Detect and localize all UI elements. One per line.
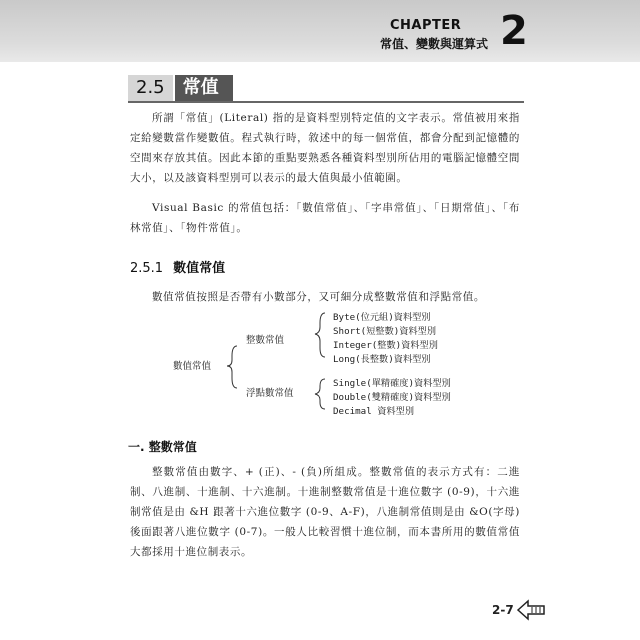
- chapter-header-band: [0, 0, 640, 62]
- tree-leaf-decimal: Decimal 資料型別: [333, 406, 415, 417]
- integer-literal-paragraph: 整數常值由數字、+ (正)、- (負)所組成。整數常值的表示方式有：二進制、八進制、十進制、十六進制。十進制整數常值是十進位數字 (0-9)，十六進制常值是由 &H 跟著十六進位數字 (0-9、A-F)，八進制常值則是由 &O(字母) 後面跟著八進位數字 (0-7)。一般人比較習慣十進位制，而本書所用的數值常值大都採用十進位制表示。: [130, 466, 520, 558]
- intro-paragraph: 所謂「常值」(Literal) 指的是資料型別特定值的文字表示。常值被用來指定給變數當作變數值。程式執行時，敘述中的每一個常值，都會分配到記憶體的空間來存放其值。因此本節的重點要熟悉各種資料型別所佔用的電腦記憶體空間大小，以及該資料型別可以表示的最大值與最小值範圍。: [130, 112, 520, 184]
- section-number: 2.5: [128, 75, 173, 101]
- subsection-intro: 數值常值按照是否帶有小數部分，又可細分成整數常值和浮點常值。: [152, 291, 485, 303]
- subsection-heading: [130, 257, 225, 276]
- section-title: 常值: [175, 75, 233, 101]
- tree-leaf-long: Long(長整數)資料型別: [333, 354, 431, 365]
- chapter-label: CHAPTER: [390, 18, 462, 33]
- page-arrow-icon: [516, 598, 546, 622]
- tree-leaf-single: Single(單精確度)資料型別: [333, 378, 451, 389]
- tree-leaf-integer: Integer(整數)資料型別: [333, 340, 438, 351]
- subsection-title: 數值常值: [173, 261, 226, 276]
- tree-branch-integer: 整數常值: [246, 335, 285, 346]
- literal-types-paragraph: Visual Basic 的常值包括：「數值常值」、「字串常值」、「日期常值」、「布林常值」、「物件常值」。: [130, 202, 520, 234]
- chapter-title: 常值、變數與運算式: [380, 37, 489, 51]
- tree-leaf-double: Double(雙精確度)資料型別: [333, 392, 451, 403]
- subsection-number: 2.5.1: [130, 261, 164, 276]
- page-number: 2-7: [492, 603, 514, 617]
- tree-leaf-byte: Byte(位元組)資料型別: [333, 312, 431, 323]
- tree-branch-float: 浮點數常值: [246, 388, 294, 399]
- tree-leaf-short: Short(短整數)資料型別: [333, 326, 437, 337]
- integer-literal-heading: 一. 整數常值: [128, 440, 197, 454]
- chapter-number: 2: [500, 8, 528, 54]
- section-heading: [128, 75, 524, 103]
- tree-root-numeric-literal: 數值常值: [173, 361, 212, 372]
